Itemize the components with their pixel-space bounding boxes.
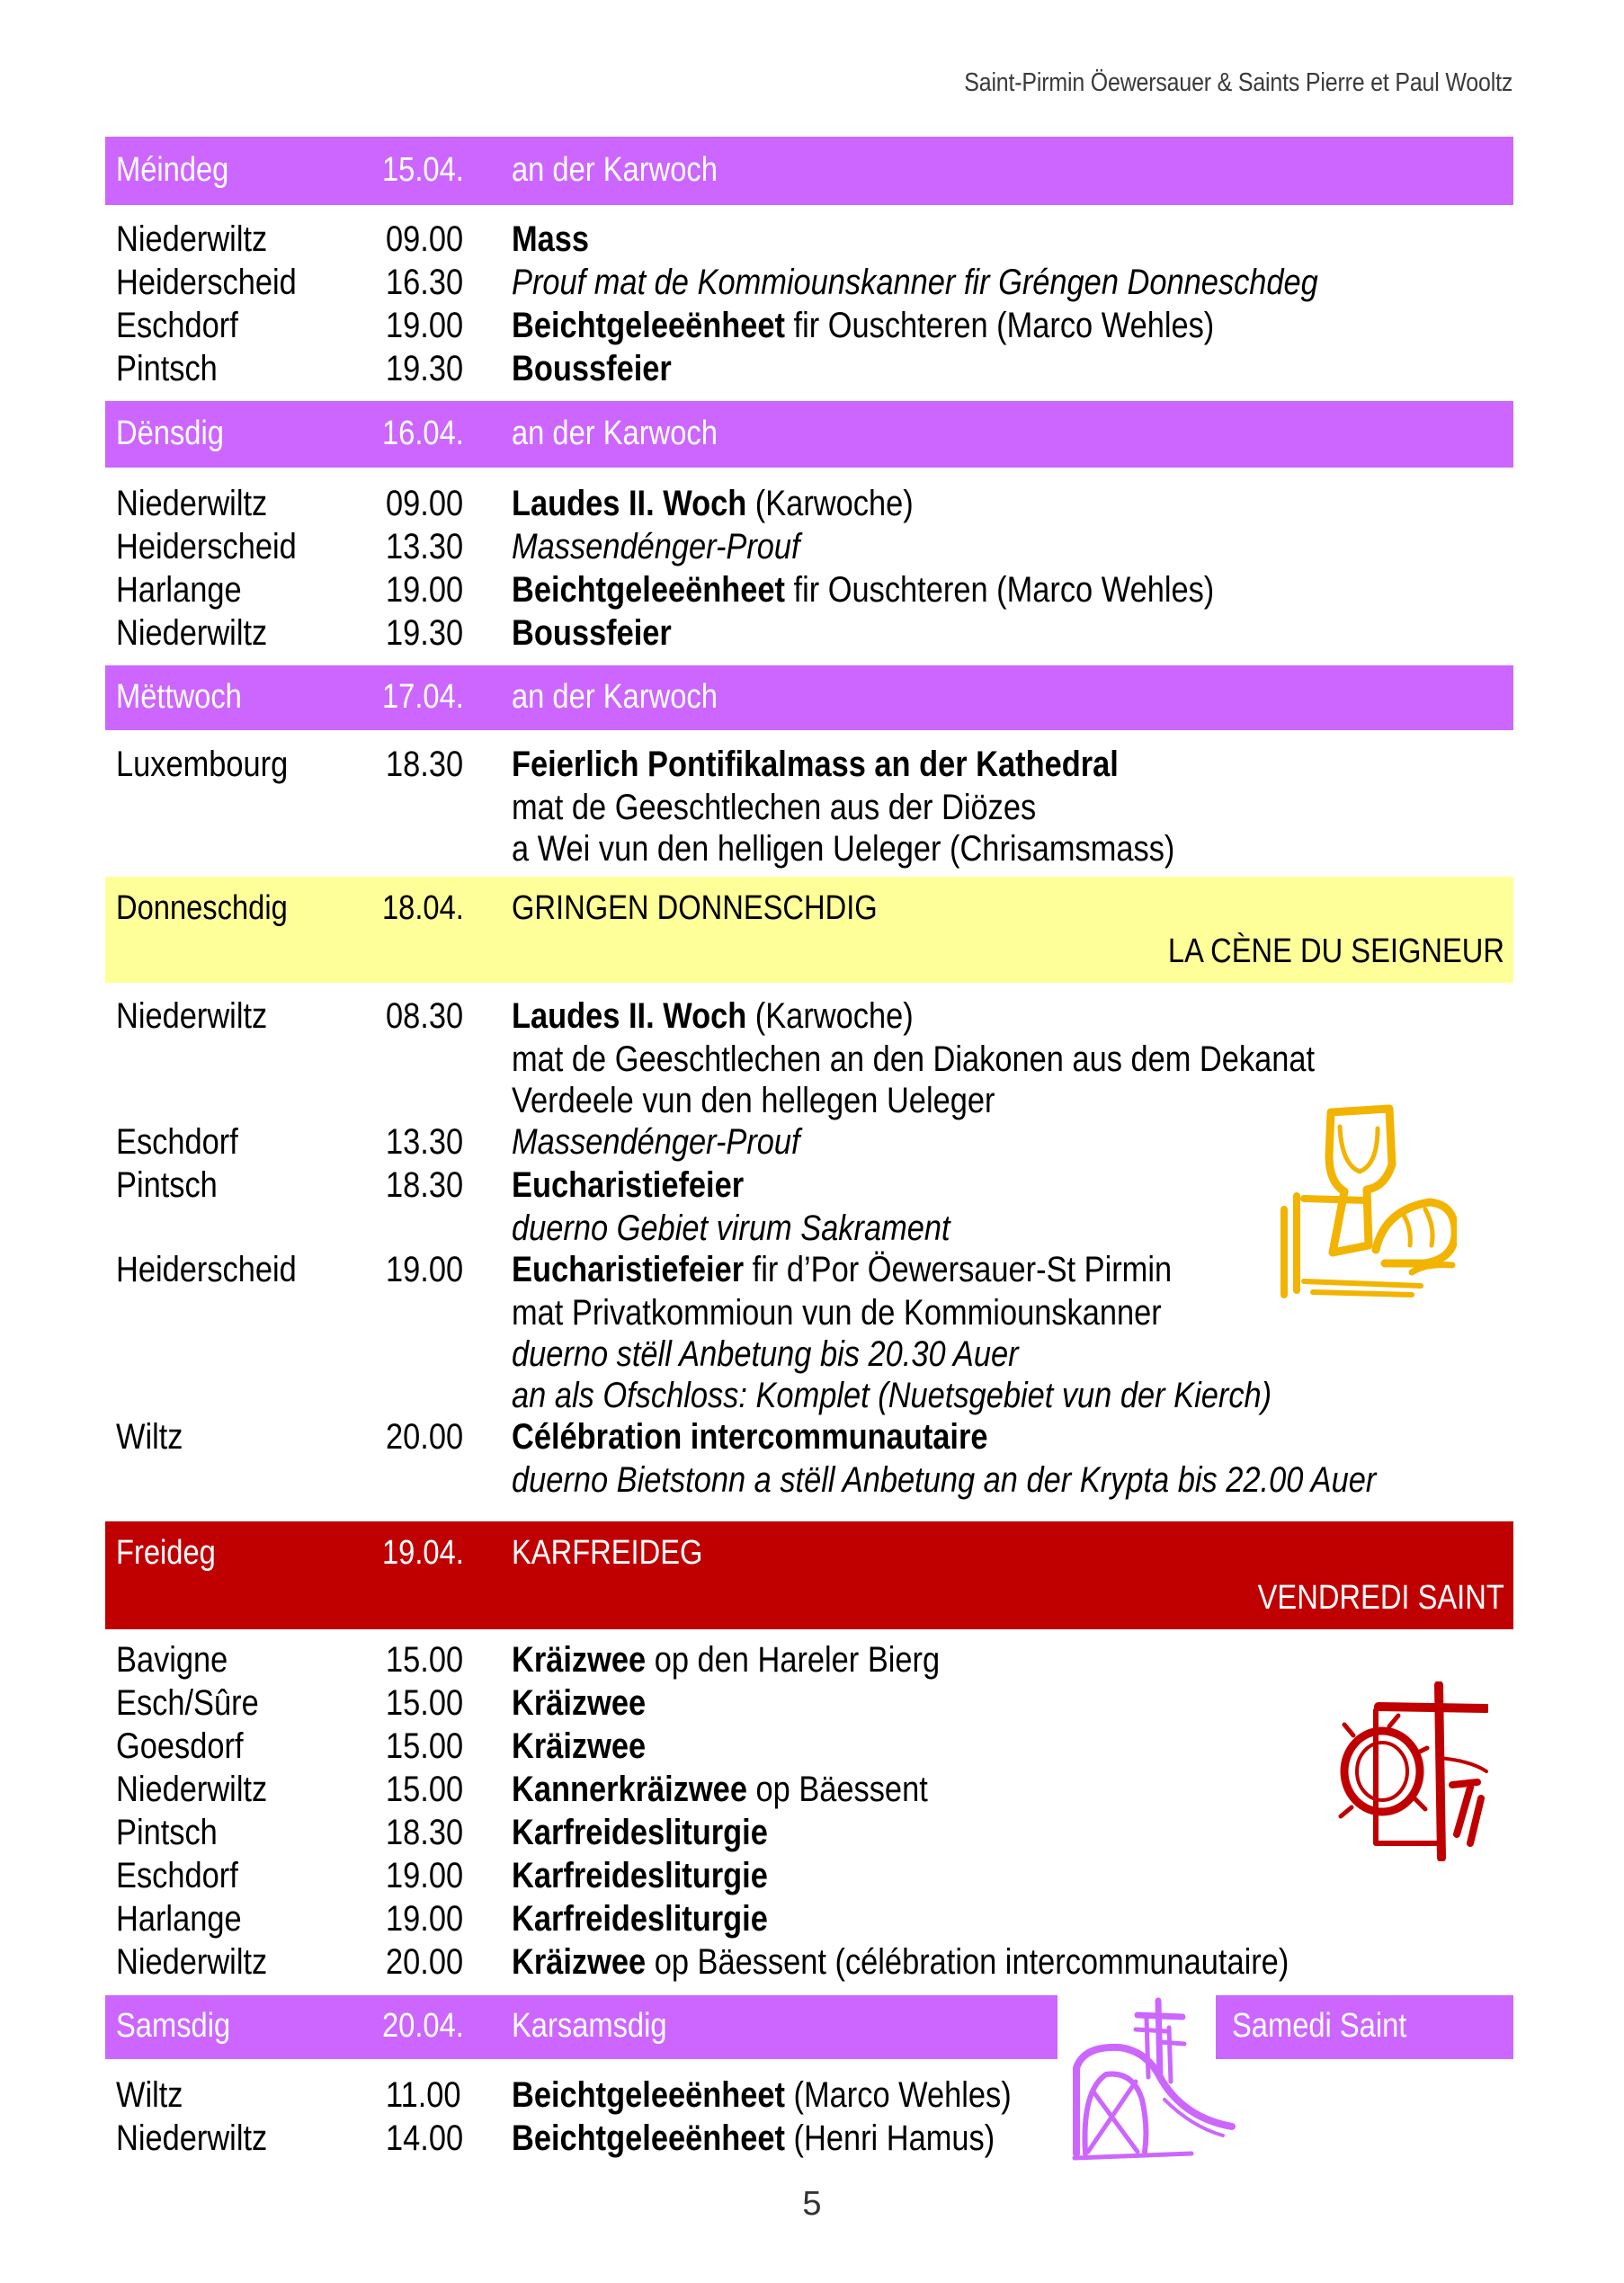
event-name: Eucharistiefeier bbox=[512, 1250, 745, 1289]
event-detail: duerno Bietstonn a stëll Anbetung an der Krypta bis 22.00 Auer bbox=[512, 1460, 1377, 1500]
event-description bbox=[512, 1681, 646, 1725]
event-time: 19.00 bbox=[386, 1250, 464, 1289]
event-description bbox=[512, 1291, 1162, 1334]
event-description bbox=[512, 1038, 1315, 1081]
event-detail: duerno Gebiet virum Sakrament bbox=[512, 1208, 950, 1248]
event-detail: (Henri Hamus) bbox=[784, 2118, 995, 2158]
event-time: 15.00 bbox=[386, 1640, 464, 1680]
place-name: Niederwiltz bbox=[116, 613, 268, 653]
event-description bbox=[512, 1374, 1272, 1417]
event-time: 19.00 bbox=[386, 1856, 464, 1895]
day-date: 16.04. bbox=[382, 415, 464, 452]
event-name: Beichtgeleeënheet bbox=[512, 570, 785, 610]
event-description bbox=[512, 525, 800, 568]
day-name: Mëttwoch bbox=[116, 678, 242, 716]
event-name: Karfreidesliturgie bbox=[512, 1899, 768, 1939]
place-name: Niederwiltz bbox=[116, 1942, 268, 1982]
event-description bbox=[512, 1207, 950, 1250]
place-name: Eschdorf bbox=[116, 306, 238, 345]
day-date: 18.04. bbox=[382, 889, 464, 927]
day-title: KARFREIDEG bbox=[512, 1534, 703, 1572]
event-time: 19.00 bbox=[386, 1899, 464, 1939]
place-name: Niederwiltz bbox=[116, 219, 268, 259]
page-number: 5 bbox=[802, 2185, 822, 2223]
place-name: Heiderscheid bbox=[116, 263, 297, 302]
event-detail: mat Privatkommioun vun de Kommiounskanner bbox=[512, 1293, 1162, 1333]
place-name: Wiltz bbox=[116, 1417, 183, 1457]
day-header-meindeg bbox=[105, 137, 1513, 205]
place-name: Eschdorf bbox=[116, 1856, 238, 1895]
event-name: Beichtgeleeënheet bbox=[512, 2118, 785, 2158]
event-time: 15.00 bbox=[386, 1683, 464, 1723]
day-name: Donneschdig bbox=[116, 889, 288, 927]
day-name: Samsdig bbox=[116, 2007, 231, 2045]
place-name: Eschdorf bbox=[116, 1122, 238, 1162]
day-name: Freideg bbox=[116, 1534, 216, 1572]
day-header-freideg bbox=[105, 1521, 1513, 1629]
event-description bbox=[512, 1415, 987, 1458]
cross-crown-of-thorns-icon bbox=[1335, 1681, 1488, 1861]
event-detail: (Karwoche) bbox=[746, 484, 914, 523]
event-name: Kräizwee bbox=[512, 1640, 647, 1680]
day-name: Méindeg bbox=[116, 151, 229, 189]
event-time: 08.30 bbox=[386, 996, 464, 1036]
event-time: 13.30 bbox=[386, 527, 464, 566]
event-description bbox=[512, 1768, 928, 1811]
event-detail: mat de Geeschtlechen an den Diakonen aus dem Dekanat bbox=[512, 1039, 1316, 1079]
event-time: 20.00 bbox=[386, 1417, 464, 1457]
event-detail: mat de Geeschtlechen aus der Diözes bbox=[512, 788, 1037, 827]
event-detail: Massendénger-Prouf bbox=[512, 1122, 800, 1162]
place-name: Niederwiltz bbox=[116, 996, 268, 1036]
place-name: Harlange bbox=[116, 1899, 242, 1939]
event-detail: op Bäessent bbox=[746, 1770, 928, 1809]
day-header-densdig bbox=[105, 401, 1513, 468]
event-name: Boussfeier bbox=[512, 349, 672, 388]
day-subtitle: Samedi Saint bbox=[1232, 2007, 1407, 2045]
event-description bbox=[512, 1333, 1019, 1376]
event-description bbox=[512, 347, 672, 390]
event-time: 15.00 bbox=[386, 1770, 464, 1809]
event-time: 15.00 bbox=[386, 1726, 464, 1766]
day-header-donneschdig bbox=[105, 877, 1513, 983]
event-description bbox=[512, 1164, 744, 1207]
place-name: Harlange bbox=[116, 570, 242, 610]
event-name: Kräizwee bbox=[512, 1942, 647, 1982]
event-description bbox=[512, 1940, 1289, 1984]
event-description bbox=[512, 1811, 768, 1854]
event-name: Kräizwee bbox=[512, 1683, 647, 1723]
event-name: Boussfeier bbox=[512, 613, 672, 653]
place-name: Pintsch bbox=[116, 1813, 218, 1852]
event-description bbox=[512, 261, 1318, 304]
event-time: 18.30 bbox=[386, 1165, 464, 1205]
place-name: Pintsch bbox=[116, 1165, 218, 1205]
event-detail: Massendénger-Prouf bbox=[512, 527, 800, 566]
page-header: Saint-Pirmin Öewersauer & Saints Pierre et Paul Wooltz bbox=[964, 68, 1512, 97]
event-time: 11.00 bbox=[386, 2075, 461, 2115]
event-description bbox=[512, 1725, 646, 1768]
event-description bbox=[512, 1897, 768, 1940]
event-time: 19.00 bbox=[386, 306, 464, 345]
event-detail: (Marco Wehles) bbox=[784, 2075, 1012, 2115]
place-name: Luxembourg bbox=[116, 745, 289, 784]
event-description bbox=[512, 2073, 1012, 2117]
event-name: Célébration intercommunautaire bbox=[512, 1417, 988, 1457]
event-name: Eucharistiefeier bbox=[512, 1165, 745, 1205]
chalice-bread-icon bbox=[1277, 1101, 1457, 1304]
event-description bbox=[512, 1458, 1376, 1502]
day-date: 15.04. bbox=[382, 151, 464, 189]
event-detail: duerno stëll Anbetung bis 20.30 Auer bbox=[512, 1334, 1019, 1374]
place-name: Esch/Sûre bbox=[116, 1683, 259, 1723]
event-description bbox=[512, 827, 1174, 870]
event-time: 09.00 bbox=[386, 484, 464, 523]
event-name: Kannerkräizwee bbox=[512, 1770, 747, 1809]
event-name: Kräizwee bbox=[512, 1726, 647, 1766]
event-name: Beichtgeleeënheet bbox=[512, 2075, 785, 2115]
place-name: Niederwiltz bbox=[116, 1770, 268, 1809]
place-name: Pintsch bbox=[116, 349, 218, 388]
day-subtitle: LA CÈNE DU SEIGNEUR bbox=[1167, 932, 1504, 970]
place-name: Heiderscheid bbox=[116, 1250, 297, 1289]
day-header-samsdig bbox=[105, 1995, 1057, 2059]
event-description bbox=[512, 304, 1214, 347]
day-title: an der Karwoch bbox=[512, 415, 718, 452]
place-name: Bavigne bbox=[116, 1640, 228, 1680]
day-header-mettwoch bbox=[105, 665, 1513, 730]
day-title: GRINGEN DONNESCHDIG bbox=[512, 889, 878, 927]
event-description bbox=[512, 1120, 800, 1164]
day-date: 17.04. bbox=[382, 678, 464, 716]
event-detail: an als Ofschloss: Komplet (Nuetsgebiet vun der Kierch) bbox=[512, 1376, 1272, 1415]
event-description bbox=[512, 994, 914, 1038]
event-name: Feierlich Pontifikalmass an der Kathedral bbox=[512, 745, 1119, 784]
event-description bbox=[512, 1079, 995, 1122]
event-time: 19.30 bbox=[386, 349, 464, 388]
event-detail: Verdeele vun den hellegen Ueleger bbox=[512, 1081, 995, 1120]
event-description bbox=[512, 1248, 1172, 1291]
day-title: Karsamsdig bbox=[512, 2007, 667, 2045]
day-title: an der Karwoch bbox=[512, 678, 718, 716]
event-time: 16.30 bbox=[386, 263, 464, 302]
day-date: 19.04. bbox=[382, 1534, 464, 1572]
event-description bbox=[512, 743, 1119, 786]
place-name: Niederwiltz bbox=[116, 2118, 268, 2158]
event-detail: fir Ouschteren (Marco Wehles) bbox=[784, 570, 1215, 610]
event-description bbox=[512, 611, 672, 655]
event-detail: a Wei vun den helligen Ueleger (Chrisamsmass) bbox=[512, 829, 1175, 869]
event-description bbox=[512, 218, 589, 261]
event-detail: fir Ouschteren (Marco Wehles) bbox=[784, 306, 1215, 345]
event-time: 13.30 bbox=[386, 1122, 464, 1162]
event-time: 09.00 bbox=[386, 219, 464, 259]
event-name: Laudes II. Woch bbox=[512, 996, 747, 1036]
event-detail: op Bäessent (célébration intercommunautaire) bbox=[646, 1942, 1289, 1982]
event-description bbox=[512, 482, 914, 525]
event-detail: op den Hareler Bierg bbox=[646, 1640, 941, 1680]
event-name: Laudes II. Woch bbox=[512, 484, 747, 523]
event-detail: (Karwoche) bbox=[746, 996, 914, 1036]
place-name: Niederwiltz bbox=[116, 484, 268, 523]
event-name: Karfreidesliturgie bbox=[512, 1813, 768, 1852]
event-time: 20.00 bbox=[386, 1942, 464, 1982]
event-description bbox=[512, 1854, 768, 1897]
event-name: Karfreidesliturgie bbox=[512, 1856, 768, 1895]
event-name: Mass bbox=[512, 219, 590, 259]
event-time: 19.30 bbox=[386, 613, 464, 653]
event-detail: Prouf mat de Kommiounskanner fir Gréngen Donneschdeg bbox=[512, 263, 1318, 302]
event-description bbox=[512, 1638, 940, 1681]
event-time: 14.00 bbox=[386, 2118, 464, 2158]
event-description bbox=[512, 2117, 995, 2160]
day-date: 20.04. bbox=[382, 2007, 464, 2045]
day-name: Dënsdig bbox=[116, 415, 224, 452]
event-detail: fir d’Por Öewersauer-St Pirmin bbox=[744, 1250, 1173, 1289]
day-subtitle-samsdig bbox=[1216, 1995, 1513, 2059]
event-description bbox=[512, 786, 1036, 829]
day-subtitle: VENDREDI SAINT bbox=[1257, 1579, 1504, 1617]
place-name: Goesdorf bbox=[116, 1726, 244, 1766]
event-description bbox=[512, 568, 1214, 611]
place-name: Wiltz bbox=[116, 2075, 183, 2115]
event-time: 18.30 bbox=[386, 1813, 464, 1852]
place-name: Heiderscheid bbox=[116, 527, 297, 566]
event-time: 19.00 bbox=[386, 570, 464, 610]
event-name: Beichtgeleeënheet bbox=[512, 306, 785, 345]
day-title: an der Karwoch bbox=[512, 151, 718, 189]
tomb-three-crosses-icon bbox=[1066, 1992, 1241, 2167]
event-time: 18.30 bbox=[386, 745, 464, 784]
